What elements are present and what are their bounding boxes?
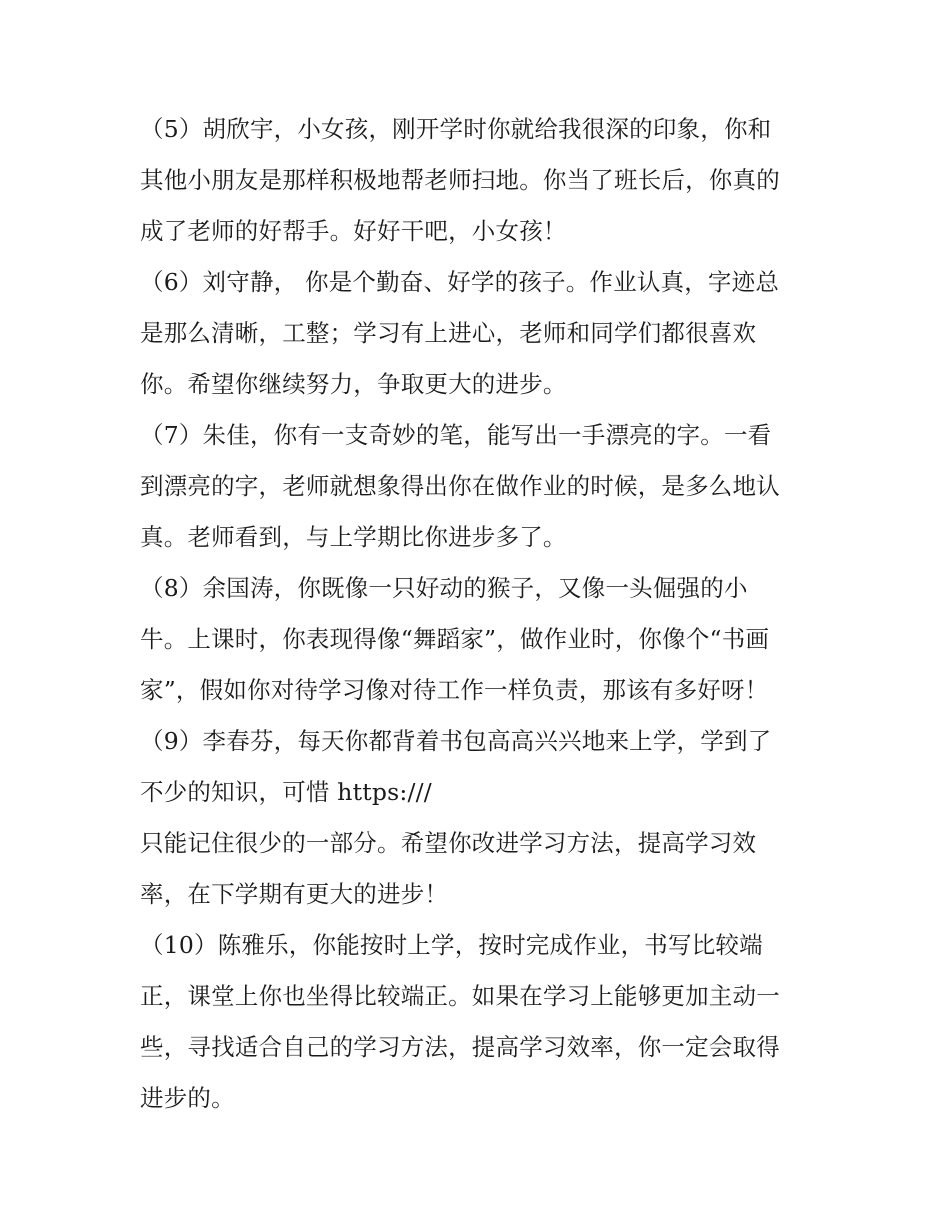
text-line: 正，课堂上你也坐得比较端正。如果在学习上能够更加主动一: [140, 982, 780, 1010]
text-line: （10）陈雅乐，你能按时上学，按时完成作业，书写比较端: [140, 931, 763, 959]
text-line: （8）余国涛，你既像一只好动的猴子，又像一头倔强的小: [140, 574, 748, 602]
text-line: 到漂亮的字，老师就想象得出你在做作业的时候，是多么地认: [140, 472, 780, 500]
text-line: （6）刘守静， 你是个勤奋、好学的孩子。作业认真，字迹总: [140, 268, 780, 296]
text-line: （7）朱佳，你有一支奇妙的笔，能写出一手漂亮的字。一看: [140, 421, 772, 449]
text-line: 成了老师的好帮手。好好干吧，小女孩！: [140, 217, 567, 245]
text-line: 真。老师看到，与上学期比你进步多了。: [140, 523, 567, 551]
text-line: 不少的知识，可惜 https:///: [140, 778, 432, 806]
text-line: 是那么清晰，工整；学习有上进心，老师和同学们都很喜欢: [140, 319, 757, 347]
text-line: 率，在下学期有更大的进步！: [140, 880, 449, 908]
document-body: [140, 104, 816, 1124]
text-line: 只能记住很少的一部分。希望你改进学习方法，提高学习效: [140, 829, 757, 857]
text-line: 些，寻找适合自己的学习方法，提高学习效率，你一定会取得: [140, 1033, 780, 1061]
text-line: 家”，假如你对待学习像对待工作一样负责，那该有多好呀！: [140, 676, 769, 704]
text-line: 你。希望你继续努力，争取更大的进步。: [140, 370, 567, 398]
text-line: 牛。上课时，你表现得像“舞蹈家”，做作业时，你像个“书画: [140, 625, 770, 653]
text-line: （5）胡欣宇，小女孩，刚开学时你就给我很深的印象，你和: [140, 115, 772, 143]
text-line: （9）李春芬，每天你都背着书包高高兴兴地来上学，学到了: [140, 727, 772, 755]
text-line: 其他小朋友是那样积极地帮老师扫地。你当了班长后，你真的: [140, 166, 780, 194]
text-line: 进步的。: [140, 1084, 235, 1112]
